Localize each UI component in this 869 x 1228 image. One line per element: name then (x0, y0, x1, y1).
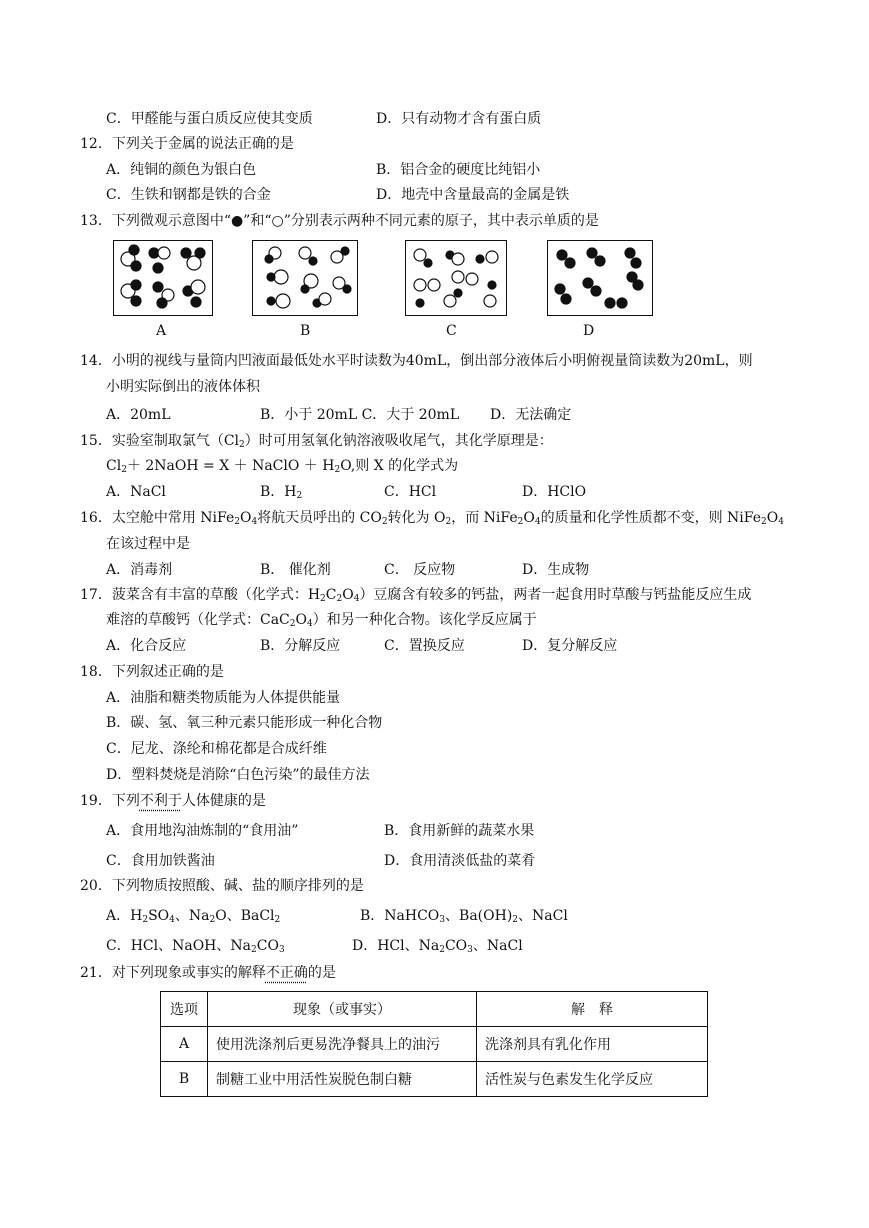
table-cell: 使用洗涤剂后更易洗净餐具上的油污 (208, 1027, 477, 1062)
table-cell: 洗涤剂具有乳化作用 (477, 1027, 708, 1062)
q18-option-d: D．塑料焚烧是消除“白色污染”的最佳方法 (106, 767, 370, 783)
emphasis-dots: 不正确 (265, 965, 308, 981)
table-cell: A (161, 1027, 208, 1062)
q14-option-a: A．20mL (106, 407, 171, 423)
q16-option-d: D．生成物 (522, 562, 590, 578)
diagram-b-molecules (253, 241, 357, 315)
q16-option-a: A．消毒剂 (106, 562, 173, 578)
q13-stem: 13．下列微观示意图中“●”和“○”分别表示两种不同元素的原子，其中表示单质的是 (80, 213, 599, 229)
q18-option-c: C．尼龙、涤纶和棉花都是合成纤维 (106, 741, 327, 757)
q18-stem: 18．下列叙述正确的是 (80, 664, 224, 680)
q19-option-b: B．食用新鲜的蔬菜水果 (384, 823, 535, 839)
q17-option-d: D．复分解反应 (522, 638, 618, 654)
table-cell: B (161, 1062, 208, 1097)
q19-option-d: D．食用清淡低盐的菜肴 (384, 853, 536, 869)
q19-option-c: C．食用加铁酱油 (106, 853, 215, 869)
table-cell: 活性炭与色素发生化学反应 (477, 1062, 708, 1097)
q14-option-bc: B．小于 20mL C．大于 20mL (260, 407, 460, 423)
q17-option-a: A．化合反应 (106, 638, 187, 654)
diagram-c-molecules (406, 241, 506, 315)
q21-stem: 21．对下列现象或事实的解释不正确的是 (80, 965, 336, 981)
table-header-cell: 选项 (161, 992, 208, 1027)
q20-stem: 20．下列物质按照酸、碱、盐的顺序排列的是 (80, 878, 364, 894)
emphasis-dots: 不利于 (139, 793, 182, 809)
table-header-cell: 解 释 (477, 992, 708, 1027)
diagram-box-d (547, 240, 653, 316)
q19-stem: 19．下列不利于人体健康的是 (80, 793, 266, 809)
q14-stem: 14．小明的视线与量筒内凹液面最低处水平时读数为40mL，倒出部分液体后小明俯视量筒读数为20mL，则 (80, 353, 753, 369)
diagram-label-d: D (583, 323, 595, 339)
q17-stem: 17．菠菜含有丰富的草酸（化学式：$H_2C_2O_4$）豆腐含有较多的钙盐，两者一起食用时草酸与钙盐能反应生成 (80, 587, 752, 604)
q11-option-d: D．只有动物才含有蛋白质 (376, 111, 542, 127)
q18-option-a: A．油脂和糖类物质能为人体提供能量 (106, 690, 341, 706)
q14-option-d: D．无法确定 (490, 407, 572, 423)
q20-option-a: A．$H_2SO_4$、$Na_2O$、BaCl$_2$ (106, 908, 281, 925)
q12-option-d: D．地壳中含量最高的金属是铁 (376, 187, 570, 203)
q15-option-d: D．HClO (522, 484, 587, 500)
q16-stem-cont: 在该过程中是 (106, 536, 190, 552)
q17-option-b: B．分解反应 (260, 638, 341, 654)
table-row (161, 1062, 708, 1097)
q17-option-c: C．置换反应 (384, 638, 465, 654)
diagram-label-b: B (300, 323, 311, 339)
diagram-box-c (405, 240, 507, 316)
q15-option-a: A．NaCl (106, 484, 166, 500)
q20-option-c: C．HCl、NaOH、$Na_2CO_3$ (106, 938, 285, 955)
q12-option-a: A．纯铜的颜色为银白色 (106, 162, 257, 178)
q16-option-b: B． 催化剂 (260, 562, 331, 578)
table-header-cell: 现象（或事实） (208, 992, 477, 1027)
q12-option-b: B．铝合金的硬度比纯铝小 (376, 162, 541, 178)
diagram-box-a (113, 240, 213, 316)
table-cell: 制糖工业中用活性炭脱色制白糖 (208, 1062, 477, 1097)
diagram-d-molecules (548, 241, 652, 315)
table-row (161, 1027, 708, 1062)
diagram-label-c: C (446, 323, 457, 339)
q16-option-c: C． 反应物 (384, 562, 456, 578)
q12-stem: 12．下列关于金属的说法正确的是 (80, 136, 294, 152)
q11-option-c: C．甲醛能与蛋白质反应使其变质 (106, 111, 313, 127)
diagram-label-a: A (156, 323, 167, 339)
q14-stem-cont: 小明实际倒出的液体体积 (106, 379, 260, 395)
table-header-row (161, 992, 708, 1027)
q21-table (160, 991, 708, 1097)
q18-option-b: B．碳、氢、氧三种元素只能形成一种化合物 (106, 715, 383, 731)
diagram-box-b (252, 240, 358, 316)
q15-equation: $Cl_2+$ 2NaOH = X ＋ NaClO ＋ $H_2O$,则 X 的化学式为 (106, 458, 459, 475)
q15-option-c: C．HCl (384, 484, 437, 500)
q17-stem-cont: 难溶的草酸钙（化学式：$CaC_2O_4$）和另一种化合物。该化学反应属于 (106, 612, 537, 629)
q20-option-d: D．HCl、$Na_2CO_3$、NaCl (352, 938, 523, 955)
diagram-a-molecules (114, 241, 212, 315)
q19-option-a: A．食用地沟油炼制的“食用油” (106, 823, 299, 839)
q20-option-b: B．NaHCO$_3$、$Ba(OH)_2$、NaCl (360, 908, 568, 925)
q16-stem: 16．太空舱中常用 $NiFe_2O_4$将航天员呼出的 $CO_2$转化为 $O_2$，而 $NiFe_2O_4$的质量和化学性质都不变，则 $NiFe_2O_4$ (80, 510, 784, 527)
q12-option-c: C．生铁和钢都是铁的合金 (106, 187, 271, 203)
q15-stem: 15．实验室制取氯气$(Cl_2)$时可用氢氧化钠溶液吸收尾气，其化学原理是： (80, 433, 553, 450)
q15-option-b: B．$H_2$ (260, 484, 303, 501)
